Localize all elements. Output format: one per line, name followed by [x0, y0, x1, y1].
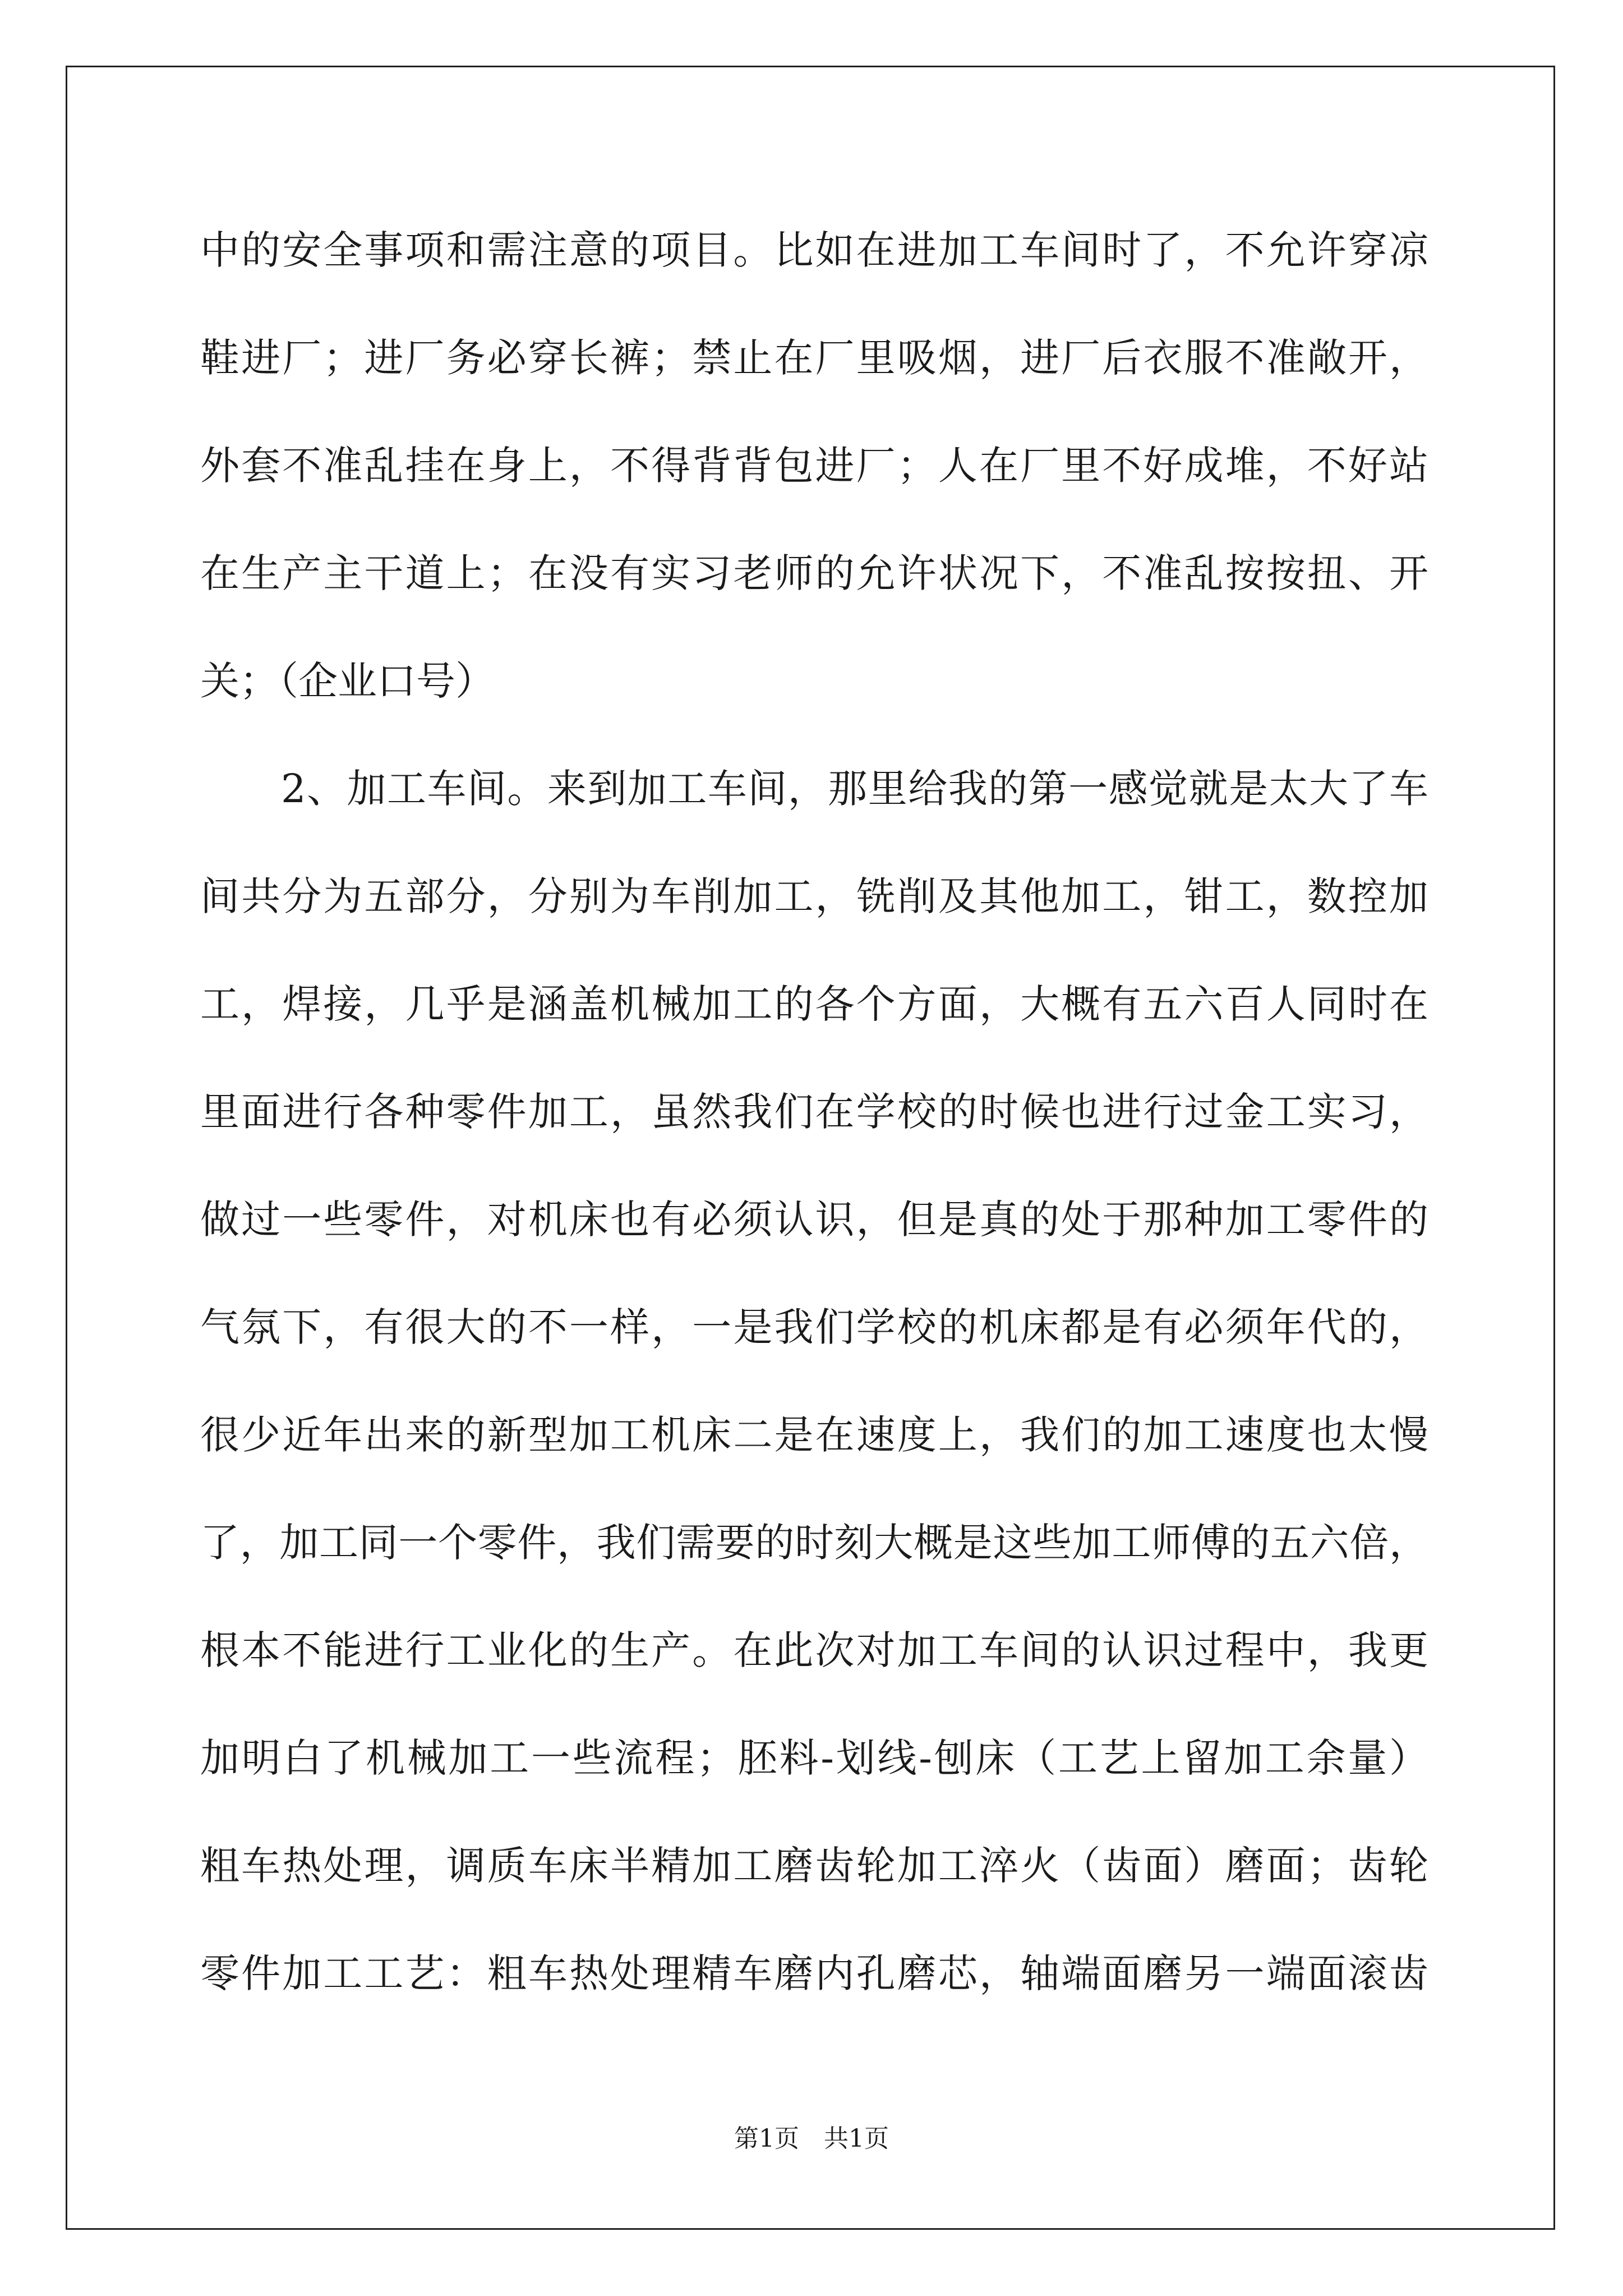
- text-line: 气氛下，有很大的不一样，一是我们学校的机床都是有必须年代的，: [200, 1304, 1428, 1350]
- text-line-paragraph-end: 关；（企业口号）: [200, 658, 495, 704]
- text-line: 在生产主干道上；在没有实习老师的允许状况下，不准乱按按扭、开: [200, 550, 1428, 596]
- document-body: [200, 220, 1428, 2051]
- text-line: 零件加工工艺：粗车热处理精车磨内孔磨芯，轴端面磨另一端面滚齿: [200, 1950, 1428, 1996]
- text-line: 了，加工同一个零件，我们需要的时刻大概是这些加工师傅的五六倍，: [200, 1520, 1428, 1566]
- text-line-paragraph-start: 2、加工车间。来到加工车间，那里给我的第一感觉就是太大了车: [281, 766, 1428, 812]
- text-line: 工，焊接，几乎是涵盖机械加工的各个方面，大概有五六百人同时在: [200, 981, 1428, 1027]
- text-line: 加明白了机械加工一些流程；胚料-划线-刨床（工艺上留加工余量）: [200, 1735, 1428, 1781]
- text-line: 外套不准乱挂在身上，不得背背包进厂；人在厂里不好成堆，不好站: [200, 443, 1428, 489]
- text-line: 里面进行各种零件加工，虽然我们在学校的时候也进行过金工实习，: [200, 1089, 1428, 1135]
- page-number-footer: 第1页 共1页: [734, 2124, 889, 2153]
- text-line: 中的安全事项和需注意的项目。比如在进加工车间时了，不允许穿凉: [200, 227, 1428, 273]
- text-line: 根本不能进行工业化的生产。在此次对加工车间的认识过程中，我更: [200, 1627, 1428, 1673]
- text-line: 做过一些零件，对机床也有必须认识，但是真的处于那种加工零件的: [200, 1197, 1428, 1243]
- text-line: 间共分为五部分，分别为车削加工，铣削及其他加工，钳工，数控加: [200, 873, 1428, 919]
- text-line: 鞋进厂；进厂务必穿长裤；禁止在厂里吸烟，进厂后衣服不准敞开，: [200, 335, 1428, 381]
- text-line: 很少近年出来的新型加工机床二是在速度上，我们的加工速度也太慢: [200, 1412, 1428, 1458]
- text-line: 粗车热处理，调质车床半精加工磨齿轮加工淬火（齿面）磨面；齿轮: [200, 1843, 1428, 1889]
